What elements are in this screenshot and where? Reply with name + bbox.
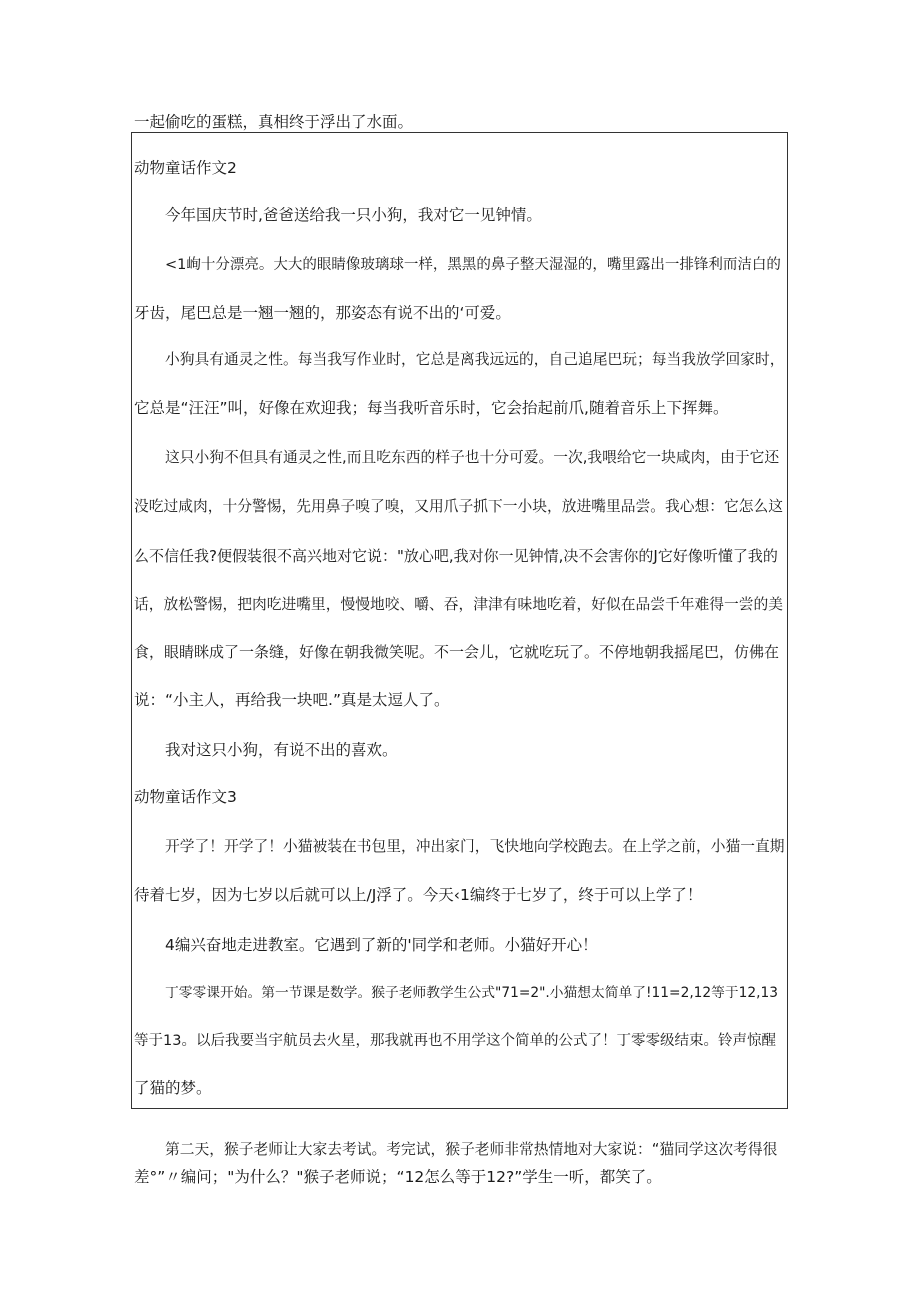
essay3-heading: 动物童话作文3 bbox=[134, 788, 237, 806]
essay2-paragraph-line: 今年国庆节时,爸爸送给我一只小狗，我对它一见钟情。 bbox=[165, 206, 542, 224]
essay2-heading: 动物童话作文2 bbox=[134, 159, 237, 177]
intro-line: 一起偷吃的蛋糕，真相终于浮出了水面。 bbox=[134, 113, 414, 131]
essay2-paragraph-line: 没吃过咸肉，十分警惕，先用鼻子嗅了嗅，又用爪子抓下一小块，放进嘴里品尝。我心想：它怎么这 bbox=[134, 498, 783, 515]
essay2-paragraph-line: 它总是“汪汪”叫，好像在欢迎我；每当我听音乐时，它会抬起前爪,随着音乐上下挥舞。 bbox=[134, 399, 729, 417]
after-box-line: 差°”〃编问；"为什么？"猴子老师说；“12怎么等于12?”学生一听，都笑了。 bbox=[134, 1168, 662, 1186]
essay3-paragraph-line: 待着七岁，因为七岁以后就可以上/J浮了。今天‹1编终于七岁了，终于可以上学了！ bbox=[134, 886, 703, 904]
essay2-paragraph-line: <1峋十分漂亮。大大的眼睛像玻璃球一样，黑黑的鼻子整天湿湿的，嘴里露出一排锋利而洁白的 bbox=[165, 257, 781, 273]
essay3-paragraph-line: 开学了！开学了！小猫被装在书包里，冲出家门，飞快地向学校跑去。在上学之前，小猫一直期 bbox=[165, 838, 785, 855]
after-box-line: 第二天，猴子老师让大家去考试。考完试，猴子老师非常热情地对大家说：“猫同学这次考得很 bbox=[165, 1141, 778, 1158]
essay2-paragraph-line: 话，放松警惕，把肉吃进嘴里，慢慢地咬、嚼、吞，津津有味地吃着，好似在品尝千年难得一尝的美 bbox=[134, 596, 783, 613]
essay2-paragraph-line: 小狗具有通灵之性。每当我写作业时，它总是离我远远的，自己追尾巴玩；每当我放学回家时， bbox=[165, 351, 785, 368]
essay-frame bbox=[131, 132, 788, 1109]
essay3-paragraph-line: 等于13。以后我要当宇航员去火星，那我就再也不用学这个简单的公式了！丁零零级结束。铃声惊醒 bbox=[134, 1033, 776, 1049]
essay2-paragraph-line: 我对这只小狗，有说不出的喜欢。 bbox=[165, 741, 398, 759]
essay2-paragraph-line: 说：“小主人，再给我一块吧.”真是太逗人了。 bbox=[134, 691, 450, 709]
essay2-paragraph-line: 么不信任我?便假装很不高兴地对它说："放心吧,我对你一见钟情,决不会害你的J它好像听懂了我的 bbox=[134, 547, 778, 565]
essay3-paragraph-line: 丁零零课开始。第一节课是数学。猴子老师教学生公式"71=2".小猫想太简单了!11=2,12等于12,13 bbox=[165, 985, 779, 1001]
essay2-paragraph-line: 食，眼睛眯成了一条缝，好像在朝我微笑呢。不一会儿，它就吃玩了。不停地朝我摇尾巴，仿佛在 bbox=[134, 643, 780, 661]
essay3-paragraph-line: 4编兴奋地走进教室。它遇到了新的'同学和老师。小猫好开心！ bbox=[165, 936, 598, 954]
essay2-paragraph-line: 这只小狗不但具有通灵之性,而且吃东西的样子也十分可爱。一次,我喂给它一块咸肉，由于它还 bbox=[165, 449, 780, 466]
essay2-paragraph-line: 牙齿，尾巴总是一翘一翘的，那姿态有说不出的‘可爱。 bbox=[134, 304, 511, 322]
essay3-paragraph-line: 了猫的梦。 bbox=[134, 1079, 212, 1097]
